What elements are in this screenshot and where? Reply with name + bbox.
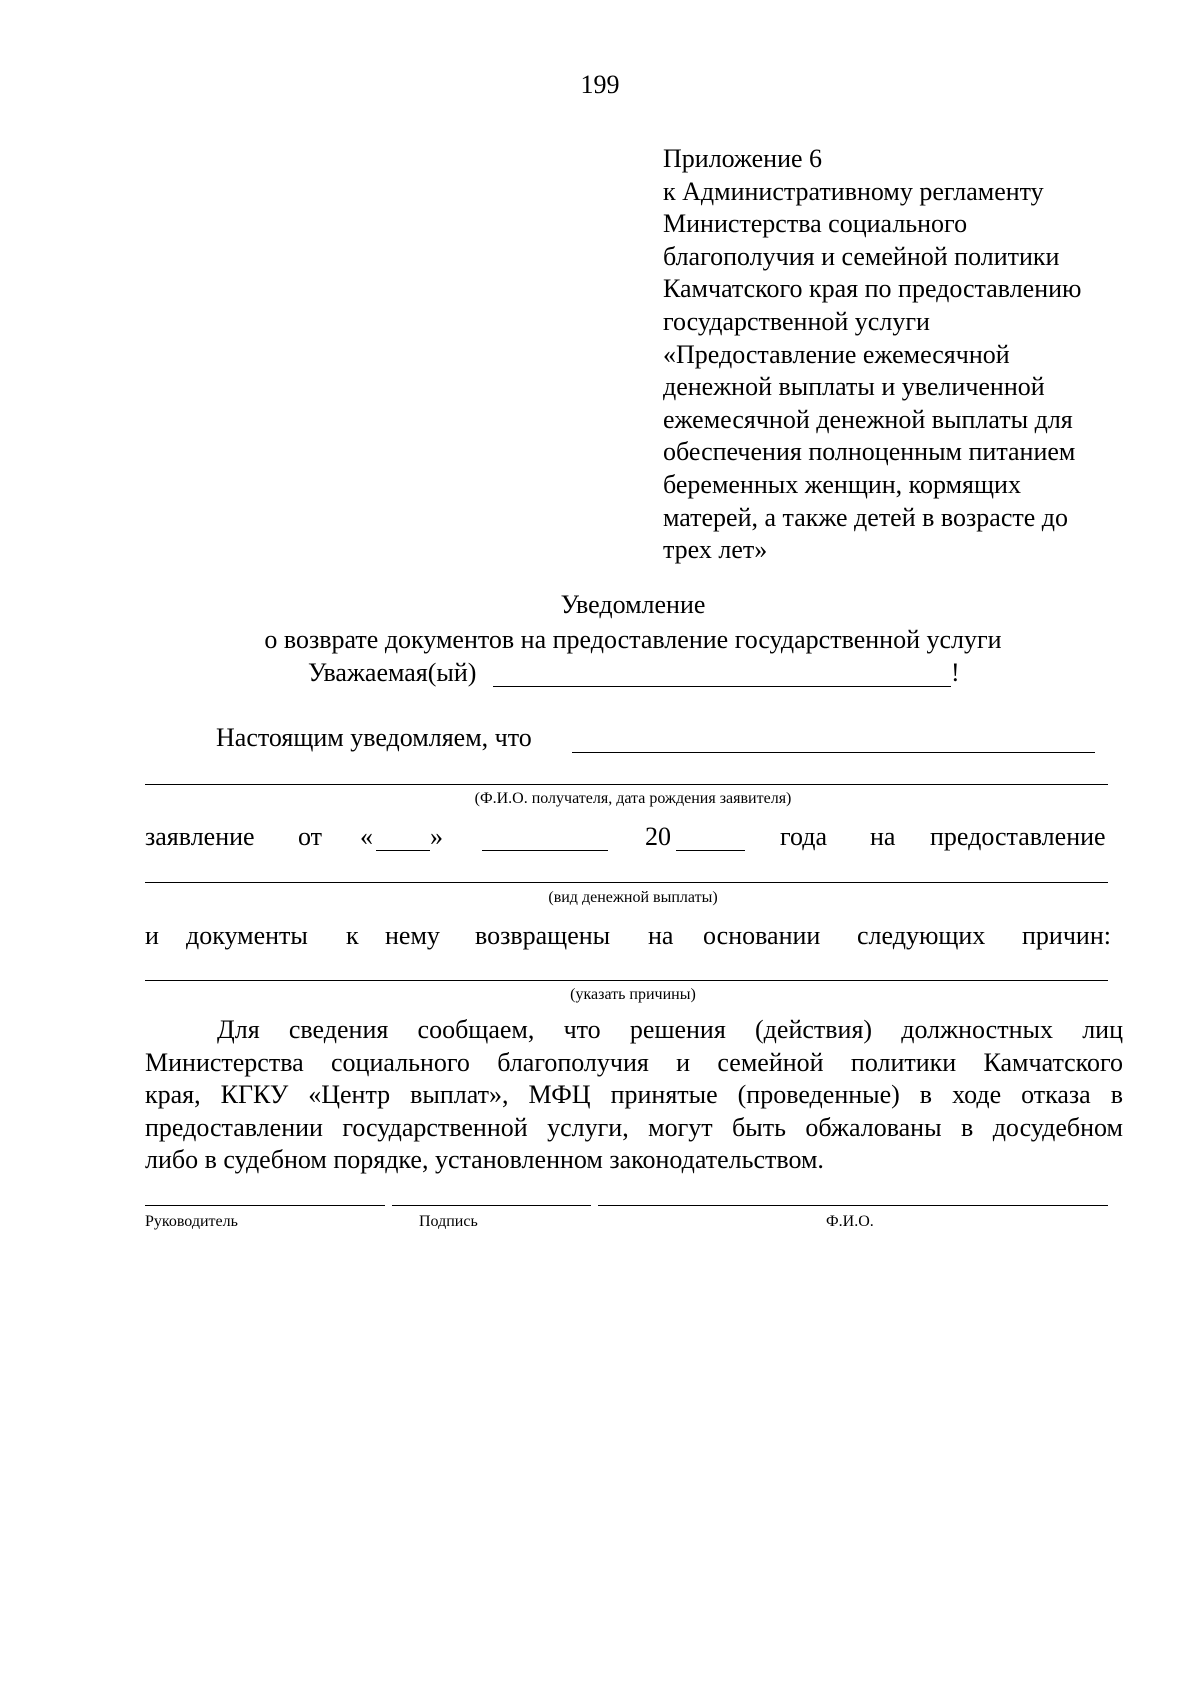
head-signature-field[interactable] (145, 1205, 385, 1206)
appendix-line: к Административному регламенту (663, 176, 1044, 206)
appendix-line: денежной выплаты и увеличенной (663, 372, 1045, 402)
appendix-line: Министерства социального (663, 209, 968, 239)
hint-reasons: (указать причины) (570, 986, 696, 1003)
appendix-line: государственной услуги (663, 306, 930, 336)
docs-word: к (346, 921, 359, 950)
notice-subtitle: о возврате документов на предоставление государственной услуги (264, 625, 1002, 654)
name-signature-field[interactable] (598, 1205, 1108, 1206)
docs-word: возвращены (475, 921, 611, 950)
paragraph-line: края, КГКУ «Центр выплат», МФЦ принятые (проведенные) в ходе отказа в (145, 1080, 1123, 1110)
hint-fio: (Ф.И.О. получателя, дата рождения заявителя) (474, 790, 792, 807)
appendix-line: «Предоставление ежемесячной (663, 339, 1010, 369)
app-quote-close: » (430, 822, 443, 851)
docs-word: нему (385, 921, 440, 950)
signature-label-head: Руководитель (145, 1213, 238, 1230)
app-word-goda: года (780, 822, 828, 851)
docs-word: причин: (1022, 921, 1111, 950)
recipient-name-field[interactable] (493, 686, 951, 687)
fio-field[interactable] (145, 784, 1108, 785)
greeting-exclamation: ! (951, 658, 960, 687)
docs-word: на (648, 921, 674, 950)
appendix-line: Камчатского края по предоставлению (663, 274, 1082, 304)
intro-text: Настоящим уведомляем, что (216, 723, 532, 752)
appendix-line: Приложение 6 (663, 144, 823, 173)
signature-label-name: Ф.И.О. (826, 1213, 874, 1230)
docs-word: документы (186, 921, 308, 950)
app-day-field[interactable] (376, 850, 430, 851)
intro-field[interactable] (572, 752, 1095, 753)
docs-word: следующих (857, 921, 986, 950)
app-word-ot: от (298, 822, 323, 851)
hint-payment-type: (вид денежной выплаты) (548, 889, 718, 906)
paragraph-line: либо в судебном порядке, установленном законодательством. (145, 1145, 824, 1175)
signature-field[interactable] (392, 1205, 591, 1206)
appendix-line: матерей, а также детей в возрасте до (663, 502, 1068, 532)
app-word-zayavlenie: заявление (145, 822, 255, 851)
app-word-na: на (870, 822, 896, 851)
signature-label-sign: Подпись (419, 1213, 478, 1230)
app-year-field[interactable] (676, 850, 745, 851)
paragraph-line: Министерства социального благополучия и семейной политики Камчатского (145, 1047, 1123, 1077)
appendix-line: беременных женщин, кормящих (663, 469, 1021, 499)
appendix-header (663, 143, 1163, 567)
appeal-paragraph (145, 1014, 1123, 1177)
payment-type-field[interactable] (145, 882, 1108, 883)
app-quote-open: « (360, 822, 373, 851)
greeting-label: Уважаемая(ый) (308, 658, 477, 687)
page-number: 199 (580, 70, 620, 99)
docs-word: основании (703, 921, 821, 950)
docs-word: и (145, 921, 159, 950)
reasons-field[interactable] (145, 980, 1108, 981)
paragraph-line: Для сведения сообщаем, что решения (действия) должностных лиц (217, 1015, 1123, 1044)
notice-title: Уведомление (560, 590, 706, 619)
paragraph-line: предоставлении государственной услуги, могут быть обжалованы в досудебном (145, 1112, 1123, 1142)
appendix-line: обеспечения полноценным питанием (663, 437, 1076, 467)
app-word-predostavlenie: предоставление (930, 822, 1106, 851)
app-month-field[interactable] (482, 850, 608, 851)
appendix-line: ежемесячной денежной выплаты для (663, 404, 1073, 434)
appendix-line: трех лет» (663, 535, 768, 565)
appendix-line: благополучия и семейной политики (663, 241, 1060, 271)
app-year-prefix: 20 (645, 822, 671, 851)
